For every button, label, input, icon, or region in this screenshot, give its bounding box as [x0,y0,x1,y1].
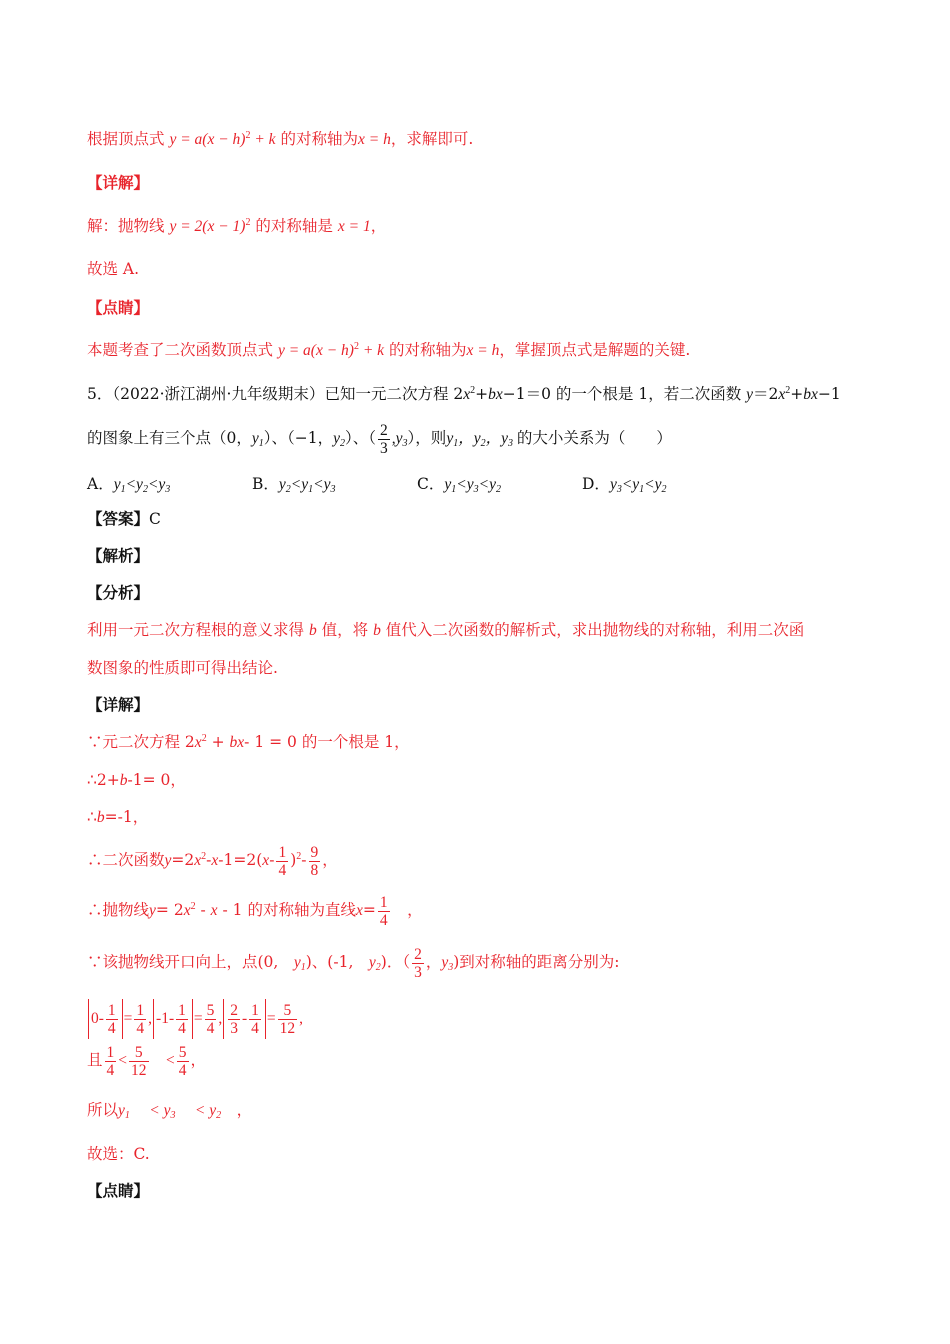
formula: y = 2(x − 1) [169,218,246,235]
text: + [790,385,804,403]
option-label: D． [582,475,610,493]
text: - [206,851,212,869]
denominator: 3 [230,1019,238,1037]
var-bx: bx [488,386,503,403]
text: - [301,851,307,869]
numerator: 2 [414,945,422,963]
solution-line [87,216,386,237]
answer-value: C [149,510,161,528]
var-y1: $y_1$ [293,954,306,973]
text: ， [425,953,442,971]
text: )．（ [380,953,411,971]
text: 且 [87,1051,103,1069]
denominator: 12 [279,1019,296,1037]
denominator: 4 [379,911,388,929]
text: 本题考查了二次函数顶点式 [87,341,274,359]
question-source: （2022·浙江湖州·九年级期末） [112,385,325,403]
exponent: 2 [201,851,207,862]
var-list: $y_1$，$y_2$，$y_3$ [446,430,513,449]
text: 解：抛物线 [87,217,165,235]
fenxi-line-2: 数图象的性质即可得出结论. [87,659,278,677]
numerator: 5 [206,1001,215,1019]
fraction [228,1002,240,1037]
denominator: 8 [310,861,319,879]
text: -1= 0， [127,771,186,789]
text: ， [391,901,423,919]
var-x: x [183,902,191,919]
step-1 [87,732,410,753]
detail-label-2: 【详解】 [87,695,150,714]
text: 的对称轴为 [389,341,467,359]
abs-value: -1- $\frac{1}{4}$ [153,999,193,1039]
text: ) [290,851,297,869]
text: ∴抛物线 [87,901,150,919]
var-x: x [463,386,471,403]
option-text: $y_2<y_1<y_3$ [278,476,336,495]
step-4 [87,840,338,881]
var-y3: $,y_3$ [391,430,408,449]
ineq: $y_1$ < $y_3$ < $y_2$ [118,1102,222,1121]
question-line-1 [87,384,841,405]
numerator: 5 [134,1043,143,1061]
numerator: 2 [380,421,388,439]
exponent: 2 [190,901,196,912]
choose-line-2: 故选：C. [87,1145,150,1163]
text: -1=2( [218,851,263,869]
text: 利用一元二次方程根的意义求得 [87,621,305,639]
fraction [278,1002,298,1037]
text: - 1 的对称轴为直线 [217,901,356,919]
numerator: 1 [178,1001,186,1019]
var-y2: $y_2$ [333,430,346,449]
fraction [176,1002,188,1037]
denominator: 3 [380,439,388,457]
fraction [105,1044,117,1079]
text: 的对称轴为 [280,130,359,148]
fraction [309,844,321,879]
numerator: 1 [136,1001,145,1019]
formula: + k [358,342,385,359]
text: ∴2+ [87,771,120,789]
fraction [129,1044,149,1079]
fraction [412,946,424,981]
text: =2 [171,851,195,869]
option-text: $y_3<y_1<y_2$ [609,476,667,495]
text: 值，将 [321,621,369,639]
exponent: 2 [353,341,359,352]
detail-label: 【详解】 [87,173,150,192]
denominator: 12 [131,1061,147,1079]
step-8: 且 $\frac{1}{4}$ < $\frac{5}{12}$ < $\frac{5}{4}$ ， [87,1043,207,1079]
numerator: 1 [379,893,388,911]
fraction [276,844,288,879]
choose-line: 故选 A. [87,260,140,278]
fraction [205,1002,217,1037]
var-b: b [96,809,105,826]
text: )、(-1, [305,953,354,971]
text: =-1， [104,808,149,826]
step-5 [87,890,423,931]
formula: y = a(x − h) [277,342,354,359]
step-3 [87,807,148,828]
var-y3: $y_3$ [441,954,454,973]
formula: x = h [466,342,500,359]
var-y: y [149,902,156,919]
analysis-label: 【解析】 [87,546,150,565]
abs-value: $\frac{2}{3}$ - $\frac{1}{4}$ [223,999,266,1039]
comment-line [87,340,690,361]
step-2 [87,770,186,791]
fraction [177,1044,189,1079]
denominator: 3 [414,963,422,981]
text: 已知一元二次方程 2 [324,385,464,403]
text: 值代入二次函数的解析式，求出抛物线的对称轴，利用二次函 [385,621,805,639]
option-d[interactable] [582,472,667,494]
text: ，求解即可. [390,130,474,148]
numerator: 1 [107,1001,116,1019]
option-b[interactable] [252,472,335,494]
option-a[interactable] [87,472,170,494]
var-b: b [119,772,128,789]
text: - [269,851,275,869]
text: 的图象上有三个点（0， [87,429,252,447]
exponent: 2 [245,130,251,141]
step-7-distances: 0- $\frac{1}{4}$ = $\frac{1}{4}$ , -1- $\frac{1}{4}$ = $\frac{5}{4}$ , $\frac{2}{3}$ - $\frac{1}{4}$ = $\frac{5}{12}$ , [87,996,303,1041]
denominator: 4 [206,1019,215,1037]
numerator: 5 [178,1043,187,1061]
text: - [195,901,211,919]
var-bx: bx [229,734,245,751]
exponent: 2 [785,385,791,396]
vertex-line [87,129,473,150]
fraction [249,1002,261,1037]
formula: y = a(x − h) [169,131,246,148]
numerator: 9 [310,843,319,861]
fraction [134,1002,146,1037]
text: )到对称轴的距离分别为: [453,953,620,971]
exponent: 2 [245,217,251,228]
var-x: x [210,902,218,919]
var-x: x [262,852,270,869]
denominator: 4 [278,861,287,879]
exponent: 2 [201,733,207,744]
step-9: 所以$y_1$ < $y_3$ < $y_2$ ， [87,1101,253,1121]
numerator: 2 [230,1001,238,1019]
text: ＝2 [753,385,779,403]
question-line-2 [87,418,672,459]
fraction [378,894,390,929]
denominator: 4 [136,1019,145,1037]
text: −1＝0 的一个根是 1，若二次函数 [502,385,742,403]
exponent: 2 [470,385,476,396]
comment-label-2: 【点睛】 [87,1181,150,1200]
text: ∵元二次方程 2 [87,733,195,751]
text: ），则 [407,429,447,447]
option-label: C． [417,475,445,493]
var-bx: bx [803,386,818,403]
formula: + k [250,131,276,148]
numerator: 1 [251,1001,259,1019]
text: ， [370,217,387,235]
denominator: 4 [106,1061,115,1079]
denominator: 4 [107,1019,116,1037]
fraction [378,422,390,457]
var-x: x [355,902,363,919]
var-b: b [373,622,381,639]
text: = [362,901,376,919]
option-text: $y_1<y_2<y_3$ [113,476,171,495]
text: ，掌握顶点式是解题的关键. [499,341,691,359]
denominator: 4 [178,1019,186,1037]
numerator: 1 [106,1043,115,1061]
fenxi-label: 【分析】 [87,583,150,602]
text: + [475,385,489,403]
var-x: x [194,852,202,869]
numerator: 5 [283,1001,292,1019]
text: + [206,733,230,751]
var-x: x [211,852,219,869]
abs-value: 0- $\frac{1}{4}$ [88,999,123,1039]
var-x: x [778,386,786,403]
text: ∴ [87,808,97,826]
answer-label: 【答案】 [87,509,150,528]
text: ∴二次函数 [87,851,165,869]
denominator: 4 [178,1061,187,1079]
fraction [106,1002,118,1037]
var-y1: $y_1$ [251,430,264,449]
option-label: A． [87,475,114,493]
numerator: 1 [278,843,287,861]
text: −1 [817,385,841,403]
denominator: 4 [251,1019,259,1037]
exponent: 2 [296,851,302,862]
var-y: y [746,386,754,403]
text: 的大小关系为（ ） [516,429,672,447]
text: 根据顶点式 [87,130,165,148]
option-label: B． [252,475,279,493]
text: = 2 [155,901,184,919]
text: ）、（−1， [263,429,334,447]
step-6 [87,942,620,983]
fenxi-line-1 [87,620,804,641]
comment-label: 【点睛】 [87,298,150,317]
var-y: y [164,852,172,869]
text: ∵该抛物线开口向上，点(0, [87,953,279,971]
text: - 1 = 0 的一个根是 1， [244,733,410,751]
var-b: b [308,622,317,639]
text: 的对称轴是 [255,217,333,235]
text: ， [322,851,338,869]
answer-line [87,509,161,529]
var-x: x [194,734,202,751]
text: 所以 [87,1101,119,1119]
question-number: 5． [87,385,113,403]
var-y2: $y_2$ [368,954,381,973]
formula: x = h [358,131,391,148]
formula: x = 1 [337,218,371,235]
option-c[interactable] [417,472,501,494]
option-text: $y_1<y_3<y_2$ [444,476,501,495]
text: ）、（ [345,429,377,447]
